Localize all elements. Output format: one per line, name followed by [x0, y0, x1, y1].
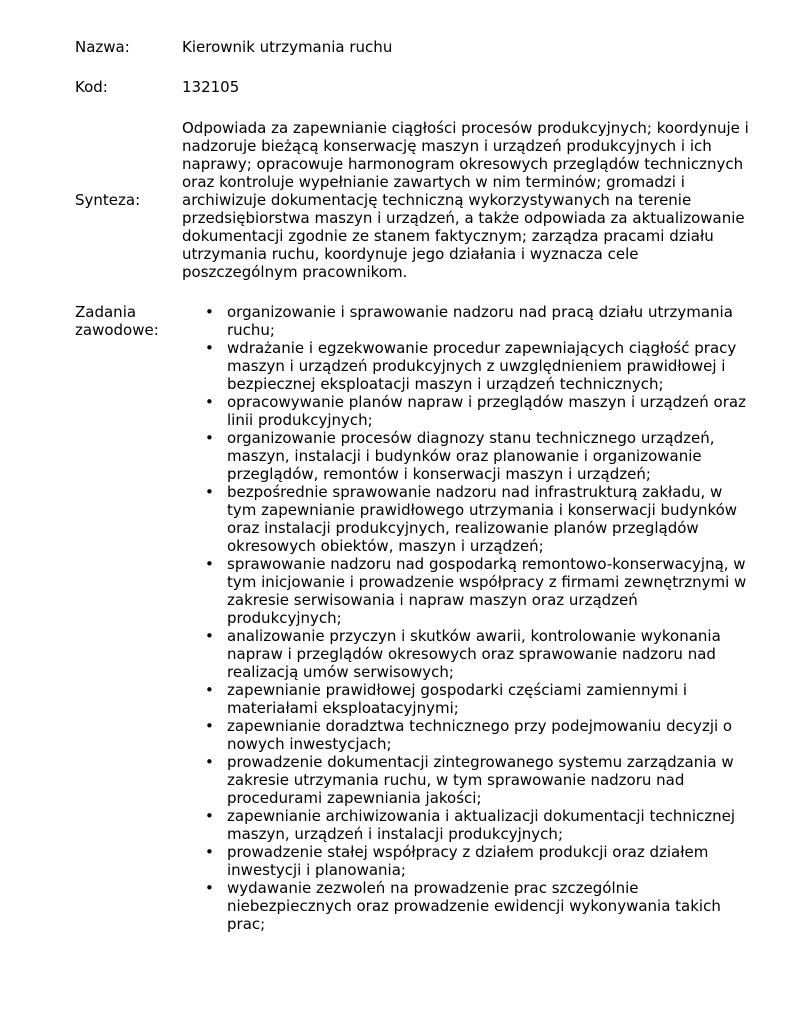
list-item [205, 339, 755, 393]
list-item [205, 879, 755, 933]
bullet-icon: • [205, 717, 214, 735]
bullet-icon: • [205, 843, 214, 861]
bullet-icon: • [205, 627, 214, 645]
task-text: zapewnianie doradztwa technicznego przy podejmowaniu decyzji o nowych inwestycjach; [227, 717, 733, 753]
task-text: organizowanie i sprawowanie nadzoru nad pracą działu utrzymania ruchu; [227, 303, 733, 339]
bullet-icon: • [205, 339, 214, 357]
synthesis-value: Odpowiada za zapewnianie ciągłości procesów produkcyjnych; koordynuje i nadzoruje bieżącą konserwację maszyn i urządzeń produkcyjnych i ich naprawy; opracowuje harmonogram okresowych przeglądów technicznych oraz kontroluje wypełnianie zawartych w nim terminów; gromadzi i archiwizuje dokumentację techniczną wykorzystywanych na terenie przedsiębiorstwa maszyn i urządzeń, a także odpowiada za aktualizowanie dokumentacji zgodnie ze stanem faktycznym; zarządza pracami działu utrzymania ruchu, koordynuje jego działania i wyznacza cele poszczególnym pracownikom. [182, 119, 749, 281]
bullet-icon: • [205, 681, 214, 699]
task-text: sprawowanie nadzoru nad gospodarką remontowo-konserwacyjną, w tym inicjowanie i prowadzenie współpracy z firmami zewnętrznymi w zakresie serwisowania i napraw maszyn oraz urządzeń produkcyjnych; [227, 555, 747, 627]
task-text: analizowanie przyczyn i skutków awarii, kontrolowanie wykonania napraw i przeglądów okresowych oraz sprawowanie nadzoru nad realizacją umów serwisowych; [227, 627, 721, 681]
list-item [205, 717, 755, 753]
bullet-icon: • [205, 879, 214, 897]
task-text: zapewnianie prawidłowej gospodarki częściami zamiennymi i materiałami eksploatacyjnymi; [227, 681, 688, 717]
list-item [205, 627, 755, 681]
bullet-icon: • [205, 753, 214, 771]
task-text: bezpośrednie sprawowanie nadzoru nad infrastrukturą zakładu, w tym zapewnianie prawidłowego utrzymania i konserwacji budynków oraz instalacji produkcyjnych, realizowanie planów przeglądów okresowych obiektów, maszyn i urządzeń; [227, 483, 738, 555]
list-item [205, 753, 755, 807]
bullet-icon: • [205, 393, 214, 411]
synthesis-label: Synteza: [75, 191, 141, 209]
list-item [205, 429, 755, 483]
list-item [205, 483, 755, 555]
bullet-icon: • [205, 429, 214, 447]
code-value: 132105 [182, 78, 240, 96]
tasks-list [205, 303, 755, 933]
task-text: wdrażanie i egzekwowanie procedur zapewniających ciągłość pracy maszyn i urządzeń produkcyjnych z uwzględnieniem prawidłowej i bezpiecznej eksploatacji maszyn i urządzeń technicznych; [227, 339, 737, 393]
task-text: prowadzenie dokumentacji zintegrowanego systemu zarządzania w zakresie utrzymania ruchu, w tym sprawowanie nadzoru nad procedurami zapewniania jakości; [227, 753, 734, 807]
list-item [205, 843, 755, 879]
tasks-label: Zadania zawodowe: [75, 303, 159, 339]
code-label: Kod: [75, 78, 108, 96]
list-item [205, 393, 755, 429]
name-label: Nazwa: [75, 38, 130, 56]
list-item [205, 555, 755, 627]
bullet-icon: • [205, 807, 214, 825]
task-text: prowadzenie stałej współpracy z działem produkcji oraz działem inwestycji i planowania; [227, 843, 709, 879]
list-item [205, 681, 755, 717]
task-text: opracowywanie planów napraw i przeglądów maszyn i urządzeń oraz linii produkcyjnych; [227, 393, 746, 429]
task-text: organizowanie procesów diagnozy stanu technicznego urządzeń, maszyn, instalacji i budynków oraz planowanie i organizowanie przeglądów, remontów i konserwacji maszyn i urządzeń; [227, 429, 715, 483]
list-item [205, 807, 755, 843]
bullet-icon: • [205, 303, 214, 321]
name-value: Kierownik utrzymania ruchu [182, 38, 393, 56]
bullet-icon: • [205, 555, 214, 573]
bullet-icon: • [205, 483, 214, 501]
task-text: wydawanie zezwoleń na prowadzenie prac szczególnie niebezpiecznych oraz prowadzenie ewidencji wykonywania takich prac; [227, 879, 721, 933]
list-item [205, 303, 755, 339]
task-text: zapewnianie archiwizowania i aktualizacji dokumentacji technicznej maszyn, urządzeń i instalacji produkcyjnych; [227, 807, 736, 843]
